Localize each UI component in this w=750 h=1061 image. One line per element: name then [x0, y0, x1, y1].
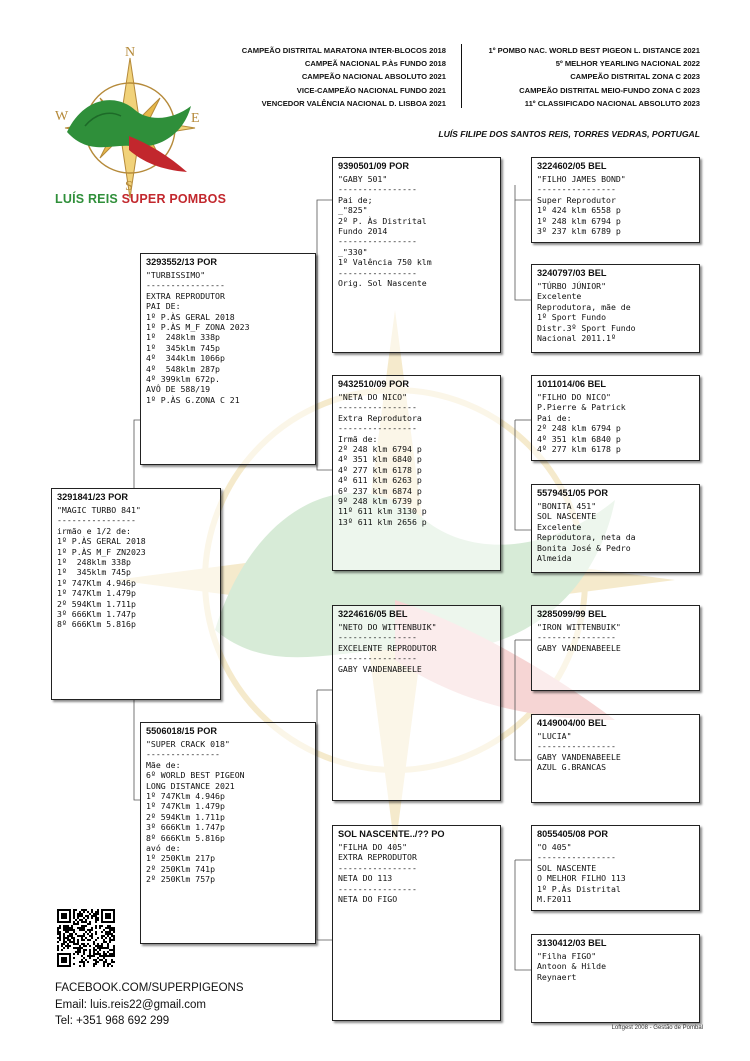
pigeon-sire-sire: [332, 157, 501, 353]
detail-line: 8º 666Klm 5.816p: [146, 832, 225, 843]
detail-line: 1º P.Às Distrital: [537, 883, 621, 894]
detail-line: "GABY 501": [338, 174, 388, 184]
detail-line: EXCELENTE REPRODUTOR: [338, 642, 437, 653]
ring-number: 3224602/05 BEL: [537, 161, 607, 171]
detail-line: AVÔ DE 588/19: [146, 384, 211, 395]
compass-s-label: S: [125, 179, 133, 194]
pigeon-ssd: [531, 264, 700, 353]
ring-number: 3291841/23 POR: [57, 492, 129, 502]
detail-line: avó de:: [146, 843, 181, 854]
pigeon-sire: [140, 253, 316, 465]
pigeon-sss: [531, 157, 700, 243]
detail-line: 2º 594Klm 1.711p: [57, 598, 136, 609]
detail-line: 4º 344klm 1066p: [146, 353, 225, 364]
detail-line: 1º P.ÀS G.ZONA C 21: [146, 394, 240, 405]
detail-line: "FILHO JAMES BOND": [537, 174, 626, 184]
detail-line: 2º 250Klm 741p: [146, 863, 216, 874]
detail-line: Extra Reprodutora: [338, 412, 422, 423]
detail-line: 4º 277 klm 6178 p: [537, 444, 621, 455]
detail-line: ----------------: [57, 515, 136, 526]
pigeon-dam: [140, 722, 316, 944]
detail-line: 1º 250Klm 217p: [146, 853, 216, 864]
detail-line: 1º 345klm 745p: [57, 567, 131, 578]
facebook-link[interactable]: FACEBOOK.COM/SUPERPIGEONS: [55, 982, 244, 994]
detail-line: O MELHOR FILHO 113: [537, 873, 626, 884]
detail-line: "FILHA DO 405": [338, 842, 408, 852]
ring-number: 9432510/09 POR: [338, 379, 410, 389]
pigeon-subject: [51, 488, 221, 700]
owner-name: LUÍS FILIPE DOS SANTOS REIS, TORRES VEDRAS, PORTUGAL: [438, 129, 700, 139]
detail-line: "Filha FIGO": [537, 951, 597, 961]
detail-line: 1º 248klm 338p: [146, 332, 220, 343]
pigeon-details: [537, 622, 695, 653]
detail-line: 2º P. Às Distrital: [338, 215, 427, 226]
detail-line: GABY VANDENABEELE: [537, 751, 621, 762]
detail-line: 8º 666Klm 5.816p: [57, 619, 136, 630]
pigeon-details: [537, 501, 695, 563]
detail-line: 3º 237 klm 6789 p: [537, 226, 621, 237]
detail-line: Pai de:: [537, 412, 572, 423]
software-credit: Loftgest 2008 - Gestão de Pombal: [611, 1025, 703, 1031]
pigeon-dds: [531, 825, 700, 911]
detail-line: _"330": [338, 246, 368, 257]
titles-left: [220, 44, 446, 110]
detail-line: "LUCIA": [537, 731, 572, 741]
title-line: CAMPEÃO DISTRITAL MEIO-FUNDO ZONA C 2023: [519, 85, 700, 95]
detail-line: EXTRA REPRODUTOR: [146, 290, 225, 301]
detail-line: Irmã de:: [338, 433, 378, 444]
ring-number: 8055405/08 POR: [537, 829, 609, 839]
detail-line: 1º 424 klm 6558 p: [537, 205, 621, 216]
title-line: 1º POMBO NAC. WORLD BEST PIGEON L. DISTANCE 2021: [488, 46, 700, 55]
phone-number[interactable]: Tel: +351 968 692 299: [55, 1015, 170, 1027]
title-line: CAMPEÃO NACIONAL ABSOLUTO 2021: [301, 72, 446, 82]
pigeon-details: [537, 842, 695, 904]
detail-line: Antoon & Hilde: [537, 961, 607, 972]
detail-line: 1º 747Klm 4.946p: [57, 577, 136, 588]
detail-line: Bonita José & Pedro: [537, 542, 631, 553]
detail-line: ----------------: [537, 632, 616, 643]
titles-divider: [461, 44, 462, 108]
detail-line: Reynaert: [537, 971, 577, 982]
detail-line: Fundo 2014: [338, 226, 388, 237]
brand-name: [55, 192, 226, 206]
ring-number: 3293552/13 POR: [146, 257, 218, 267]
contact-block: [55, 980, 244, 1030]
detail-line: Orig. Sol Nascente: [338, 278, 427, 289]
detail-line: 1º 747Klm 1.479p: [57, 588, 136, 599]
pigeon-details: [146, 270, 311, 405]
pigeon-sire-dam: [332, 375, 501, 571]
detail-line: ----------------: [537, 852, 616, 863]
detail-line: 4º 399klm 672p.: [146, 374, 220, 385]
title-line: VENCEDOR VALÊNCIA NACIONAL D. LISBOA 2021: [261, 98, 446, 108]
detail-line: ----------------: [338, 267, 417, 278]
compass-w-label: W: [55, 109, 69, 124]
detail-line: 3º 666Klm 1.747p: [146, 822, 225, 833]
pigeon-dam-dam: [332, 825, 501, 1021]
detail-line: Super Reprodutor: [537, 194, 616, 205]
detail-line: 6º WORLD BEST PIGEON: [146, 770, 245, 781]
detail-line: 1º P.ÀS GERAL 2018: [57, 536, 146, 547]
compass-n-label: N: [125, 45, 136, 60]
qr-code[interactable]: [55, 908, 117, 968]
detail-line: ----------------: [146, 280, 225, 291]
detail-line: 4º 548klm 287p: [146, 363, 220, 374]
pigeon-details: [537, 392, 695, 454]
detail-line: 2º 248 klm 6794 p: [338, 444, 422, 455]
detail-line: M.F2011: [537, 894, 572, 905]
pigeon-details: [338, 842, 496, 904]
detail-line: 1º Sport Fundo: [537, 312, 607, 323]
title-line: 11º CLASSIFICADO NACIONAL ABSOLUTO 2023: [524, 98, 700, 108]
detail-line: 1º 248klm 338p: [57, 557, 131, 568]
detail-line: "TURBISSIMO": [146, 270, 206, 280]
detail-line: 1º P.ÀS M_F ZONA 2023: [146, 322, 250, 333]
compass-e-label: E: [191, 111, 200, 126]
detail-line: ----------------: [338, 632, 417, 643]
pigeon-details: [537, 951, 695, 982]
detail-line: 13º 611 klm 2656 p: [338, 516, 427, 527]
detail-line: Reprodutora, neta da: [537, 532, 636, 543]
detail-line: "NETA DO NICO": [338, 392, 408, 402]
detail-line: ----------------: [537, 184, 616, 195]
detail-line: 1º 747Klm 1.479p: [146, 801, 225, 812]
detail-line: 1º Valência 750 klm: [338, 257, 432, 268]
detail-line: "BONITA 451": [537, 501, 597, 511]
detail-line: NETA DO FIGO: [338, 894, 398, 905]
detail-line: 1º 345klm 745p: [146, 342, 220, 353]
ring-number: 3224616/05 BEL: [338, 609, 408, 619]
pigeon-dam-sire: [332, 605, 501, 801]
detail-line: 1º 747Klm 4.946p: [146, 791, 225, 802]
detail-line: 2º 594Klm 1.711p: [146, 811, 225, 822]
ring-number: 5579451/05 POR: [537, 488, 609, 498]
pigeon-details: [338, 174, 496, 288]
detail-line: ----------------: [338, 653, 417, 664]
detail-line: irmão e 1/2 de:: [57, 525, 131, 536]
pigeon-details: [537, 174, 695, 236]
pigeon-ddd: [531, 934, 700, 1023]
detail-line: GABY VANDENABEELE: [338, 663, 422, 674]
title-line: 5º MELHOR YEARLING NACIONAL 2022: [555, 59, 700, 69]
detail-line: 2º 248 klm 6794 p: [537, 423, 621, 434]
detail-line: GABY VANDENABEELE: [537, 642, 621, 653]
title-line: CAMPEÃO DISTRITAL ZONA C 2023: [570, 72, 700, 82]
detail-line: 1º 248 klm 6794 p: [537, 215, 621, 226]
detail-line: 6º 237 klm 6874 p: [338, 485, 422, 496]
logo-compass-dove: [45, 40, 215, 215]
detail-line: 4º 351 klm 6840 p: [338, 454, 422, 465]
pigeon-sds: [531, 375, 700, 461]
email-link[interactable]: Email: luis.reis22@gmail.com: [55, 998, 206, 1011]
detail-line: "SUPER CRACK 018": [146, 739, 230, 749]
detail-line: Distr.3º Sport Fundo: [537, 322, 636, 333]
detail-line: "MAGIC TURBO 841": [57, 505, 141, 515]
ring-number: SOL NASCENTE../?? PO: [338, 829, 445, 839]
detail-line: "O 405": [537, 842, 572, 852]
detail-line: AZUL G.BRANCAS: [537, 762, 607, 773]
pigeon-dsd: [531, 714, 700, 803]
detail-line: ----------------: [338, 236, 417, 247]
detail-line: ---------------: [146, 749, 220, 760]
detail-line: 2º 250Klm 757p: [146, 874, 216, 885]
detail-line: Nacional 2011.1º: [537, 333, 616, 344]
pigeon-details: [338, 392, 496, 527]
detail-line: ----------------: [537, 741, 616, 752]
detail-line: ----------------: [338, 883, 417, 894]
ring-number: 5506018/15 POR: [146, 726, 218, 736]
detail-line: 4º 611 klm 6263 p: [338, 475, 422, 486]
detail-line: ----------------: [338, 184, 417, 195]
pigeon-details: [537, 731, 695, 773]
detail-line: NETA DO 113: [338, 873, 393, 884]
detail-line: 1º P.ÀS GERAL 2018: [146, 311, 235, 322]
detail-line: Reprodutora, mãe de: [537, 301, 631, 312]
detail-line: "IRON WITTENBUIK": [537, 622, 621, 632]
detail-line: 9º 248 klm 6739 p: [338, 496, 422, 507]
title-line: VICE-CAMPEÃO NACIONAL FUNDO 2021: [296, 85, 446, 95]
pigeon-details: [338, 622, 496, 674]
detail-line: 4º 277 klm 6178 p: [338, 464, 422, 475]
detail-line: 4º 351 klm 6840 p: [537, 433, 621, 444]
title-line: CAMPEÃO DISTRITAL MARATONA INTER-BLOCOS 2018: [241, 46, 446, 55]
detail-line: ----------------: [338, 423, 417, 434]
detail-line: Mãe de:: [146, 759, 181, 770]
detail-line: Pai de;: [338, 194, 373, 205]
pigeon-details: [146, 739, 311, 885]
ring-number: 9390501/09 POR: [338, 161, 410, 171]
detail-line: Excelente: [537, 291, 582, 302]
detail-line: 11º 611 klm 3130 p: [338, 506, 427, 517]
detail-line: PAI DE:: [146, 301, 181, 312]
pigeon-details: [537, 281, 695, 343]
titles-right: [472, 44, 700, 110]
detail-line: ----------------: [338, 862, 417, 873]
detail-line: SOL NASCENTE: [537, 862, 597, 873]
ring-number: 3285099/99 BEL: [537, 609, 607, 619]
brand-name-red: SUPER POMBOS: [121, 192, 227, 206]
ring-number: 4149004/00 BEL: [537, 718, 607, 728]
detail-line: Almeida: [537, 553, 572, 564]
detail-line: LONG DISTANCE 2021: [146, 780, 235, 791]
detail-line: P.Pierre & Patrick: [537, 402, 626, 413]
pigeon-details: [57, 505, 216, 630]
detail-line: 1º P.ÀS M_F ZN2023: [57, 546, 146, 557]
detail-line: "NETO DO WITTENBUIK": [338, 622, 437, 632]
ring-number: 1011014/06 BEL: [537, 379, 606, 389]
title-line: CAMPEÃ NACIONAL P.Às FUNDO 2018: [304, 59, 446, 69]
detail-line: SOL NASCENTE: [537, 511, 597, 522]
detail-line: EXTRA REPRODUTOR: [338, 852, 417, 863]
detail-line: "TÚRBO JÚNIOR": [537, 281, 607, 291]
pigeon-sdd: [531, 484, 700, 573]
detail-line: Excelente: [537, 521, 582, 532]
ring-number: 3240797/03 BEL: [537, 268, 607, 278]
detail-line: "FILHO DO NICO": [537, 392, 611, 402]
ring-number: 3130412/03 BEL: [537, 938, 607, 948]
brand-name-green: LUÍS REIS: [55, 192, 118, 206]
detail-line: 3º 666Klm 1.747p: [57, 609, 136, 620]
detail-line: _"825": [338, 205, 368, 216]
detail-line: ----------------: [338, 402, 417, 413]
pigeon-dss: [531, 605, 700, 691]
